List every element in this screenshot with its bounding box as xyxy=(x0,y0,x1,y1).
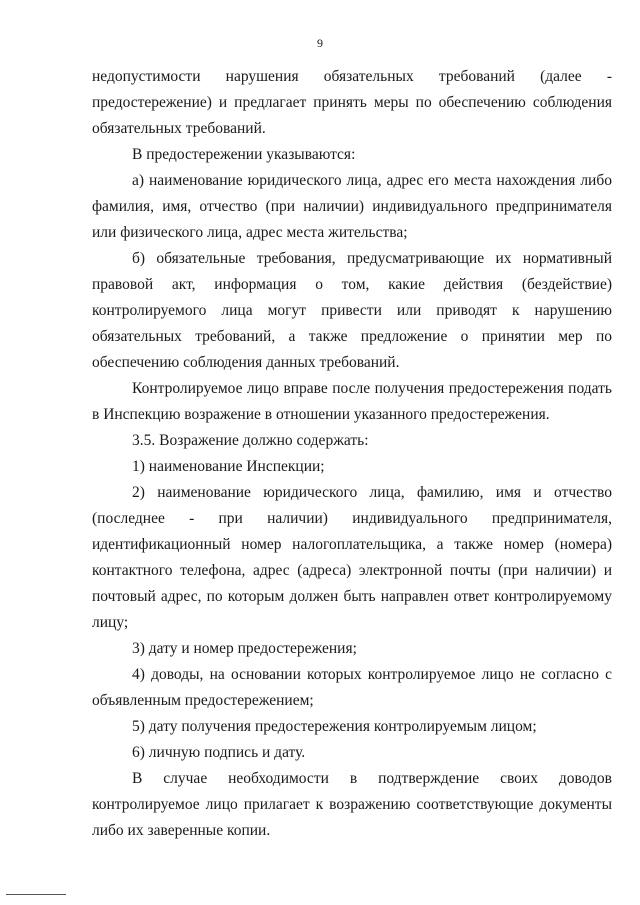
paragraph-item-2: 2) наименование юридического лица, фамилию, имя и отчество (последнее - при наличии) индивидуального предпринимателя, идентификационный номер налогоплательщика, а также номер (номера) контактного телефона, адрес (адреса) электронной почты (при наличии) и почтовый адрес, по которым должен быть направлен ответ контролируемому лицу; xyxy=(92,484,612,631)
bottom-edge-mark xyxy=(6,894,66,895)
paragraph-supporting-documents: В случае необходимости в подтверждение своих доводов контролируемое лицо прилагает к возражению соответствующие документы либо их заверенные копии. xyxy=(92,770,612,839)
paragraph-section-3-5: 3.5. Возражение должно содержать: xyxy=(132,432,369,449)
paragraph-item-a: а) наименование юридического лица, адрес его места нахождения либо фамилия, имя, отчество (при наличии) индивидуального предпринимателя или физического лица, адрес места жительства; xyxy=(92,172,612,241)
paragraph-item-4: 4) доводы, на основании которых контролируемое лицо не согласно с объявленным предостережением; xyxy=(92,666,612,709)
paragraph-intro-continuation: недопустимости нарушения обязательных требований (далее - предостережение) и предлагает принять меры по обеспечению соблюдения обязательных требований. xyxy=(92,68,612,137)
paragraph-objection-right: Контролируемое лицо вправе после получения предостережения подать в Инспекцию возражение в отношении указанного предостережения. xyxy=(92,380,612,423)
paragraph-item-5: 5) дату получения предостережения контролируемым лицом; xyxy=(132,718,537,735)
paragraph-item-b: б) обязательные требования, предусматривающие их нормативный правовой акт, информация о том, какие действия (бездействие) контролируемого лица могут привести или приводят к нарушению обязательных требований, а также предложение о принятии мер по обеспечению соблюдения данных требований. xyxy=(92,250,612,371)
paragraph-item-1: 1) наименование Инспекции; xyxy=(132,458,325,475)
page-number: 9 xyxy=(317,36,323,50)
paragraph-warning-contents-heading: В предостережении указываются: xyxy=(132,146,356,163)
paragraph-item-6: 6) личную подпись и дату. xyxy=(132,744,306,761)
document-body xyxy=(92,64,612,844)
paragraph-item-3: 3) дату и номер предостережения; xyxy=(132,640,357,657)
